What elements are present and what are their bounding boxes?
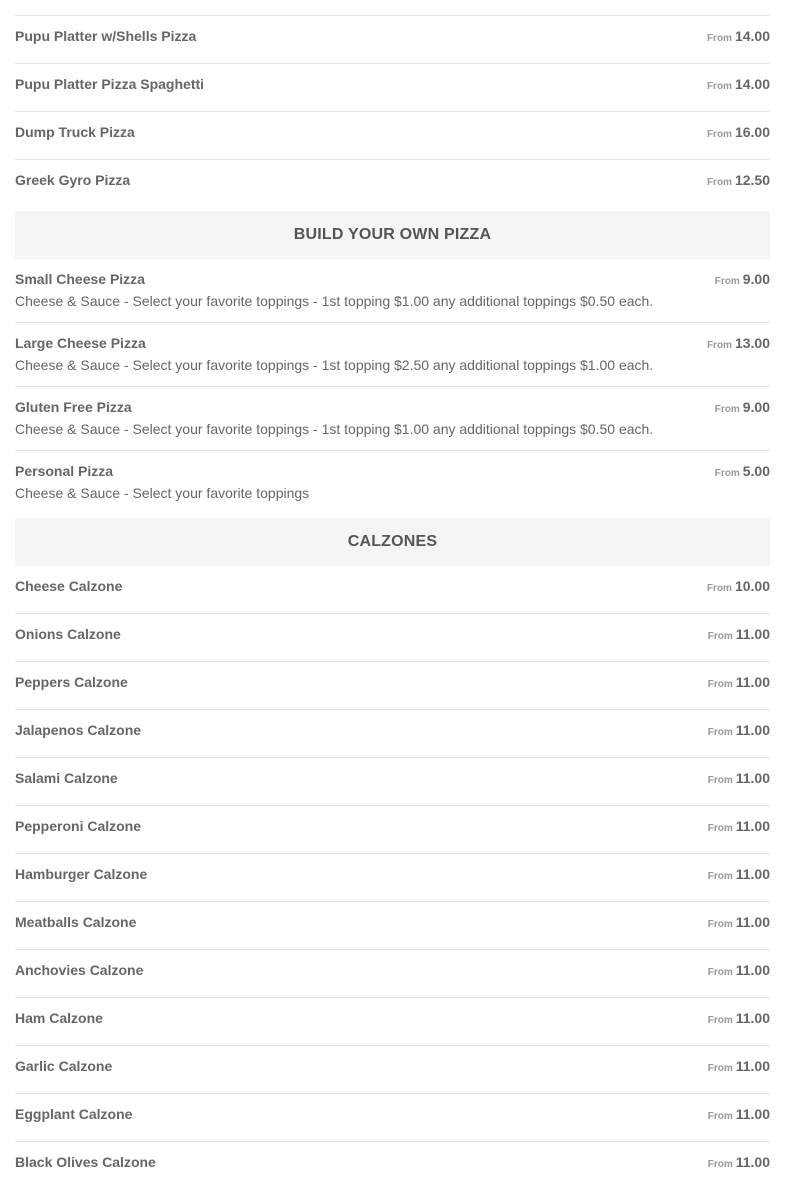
price-amount: 9.00 — [742, 399, 770, 415]
menu-item-pupu-platter-pizza-spaghetti[interactable] — [15, 64, 770, 112]
price-from-label: From — [707, 919, 733, 930]
price-amount: 11.00 — [735, 1010, 770, 1026]
menu-item-garlic-calzone[interactable] — [15, 1046, 770, 1094]
price-amount: 16.00 — [734, 124, 770, 140]
menu-item-name: Meatballs Calzone — [15, 914, 137, 930]
price-amount: 14.00 — [734, 28, 770, 44]
price-from-label: From — [707, 823, 733, 834]
price-from-label: From — [707, 727, 733, 738]
price-from-label: From — [707, 871, 733, 882]
menu-item-price — [708, 626, 770, 644]
menu-item-small-cheese-pizza[interactable] — [15, 259, 770, 323]
price-amount: 9.00 — [742, 271, 770, 287]
menu-item-name: Hamburger Calzone — [15, 866, 148, 882]
section-header-build-your-own-pizza: BUILD YOUR OWN PIZZA — [15, 211, 770, 259]
menu-item-hamburger-calzone[interactable] — [15, 854, 770, 902]
price-amount: 12.50 — [734, 172, 770, 188]
price-amount: 11.00 — [735, 866, 770, 882]
menu-item-name: Gluten Free Pizza — [15, 399, 132, 415]
menu-item-price — [707, 172, 770, 190]
price-from-label: From — [707, 1159, 733, 1170]
menu-item-name: Eggplant Calzone — [15, 1106, 133, 1122]
menu-item-price — [708, 962, 770, 980]
menu-item-anchovies-calzone[interactable] — [15, 950, 770, 998]
menu-item-description: Cheese & Sauce - Select your favorite toppings - 1st topping $2.50 any additional toppings $1.00 each. — [15, 357, 654, 373]
menu-item-large-cheese-pizza[interactable] — [15, 323, 770, 387]
price-amount: 11.00 — [735, 770, 770, 786]
price-amount: 11.00 — [735, 1106, 770, 1122]
menu-item-name: Peppers Calzone — [15, 674, 128, 690]
menu-item-price — [707, 28, 770, 46]
price-from-label: From — [706, 177, 732, 188]
menu-item-black-olives-calzone[interactable] — [15, 1142, 770, 1186]
menu-item-name: Dump Truck Pizza — [15, 124, 135, 140]
menu-item-name: Salami Calzone — [15, 770, 118, 786]
menu-item-personal-pizza[interactable] — [15, 451, 770, 515]
menu-item-name: Cheese Calzone — [15, 578, 123, 594]
price-amount: 13.00 — [734, 335, 770, 351]
menu-item-price — [708, 1010, 770, 1028]
price-from-label: From — [707, 775, 733, 786]
menu-item-price — [708, 914, 770, 932]
menu-item-price — [708, 1106, 770, 1124]
price-from-label: From — [706, 583, 732, 594]
price-from-label: From — [707, 1015, 733, 1026]
price-amount: 14.00 — [734, 76, 770, 92]
menu-item-price — [708, 770, 770, 788]
menu-item-name: Anchovies Calzone — [15, 962, 144, 978]
menu-item-price — [708, 722, 770, 740]
price-from-label: From — [707, 631, 733, 642]
price-from-label: From — [714, 404, 740, 415]
menu-item-ham-calzone[interactable] — [15, 998, 770, 1046]
price-amount: 10.00 — [734, 578, 770, 594]
menu-item-name: Greek Gyro Pizza — [15, 172, 131, 188]
menu-item-name: Pupu Platter Pizza Spaghetti — [15, 76, 205, 92]
menu-item-price — [715, 399, 770, 417]
menu-item-price — [708, 866, 770, 884]
menu-item-name: Jalapenos Calzone — [15, 722, 142, 738]
menu-item-description: Cheese & Sauce - Select your favorite toppings - 1st topping $1.00 any additional toppings $0.50 each. — [15, 293, 654, 309]
price-from-label: From — [707, 1063, 733, 1074]
menu-item-price — [707, 124, 770, 142]
price-amount: 5.00 — [742, 463, 770, 479]
menu-item-name: Black Olives Calzone — [15, 1154, 156, 1170]
menu-item-name: Onions Calzone — [15, 626, 121, 642]
menu-item-price — [708, 818, 770, 836]
menu-item-price — [707, 335, 770, 353]
menu-item-name: Pepperoni Calzone — [15, 818, 142, 834]
menu-item-salami-calzone[interactable] — [15, 758, 770, 806]
menu-item-meatballs-calzone[interactable] — [15, 902, 770, 950]
price-from-label: From — [714, 468, 740, 479]
menu-item-cheese-calzone[interactable] — [15, 566, 770, 614]
menu-item-gluten-free-pizza[interactable] — [15, 387, 770, 451]
price-from-label: From — [706, 340, 732, 351]
menu-item-greek-gyro-pizza[interactable] — [15, 160, 770, 208]
menu-item-price — [708, 1154, 770, 1172]
menu-item-price — [707, 578, 770, 596]
menu-item-price — [708, 1058, 770, 1076]
price-amount: 11.00 — [735, 818, 770, 834]
menu-item-name: Pupu Platter w/Shells Pizza — [15, 28, 197, 44]
menu-item-onions-calzone[interactable] — [15, 614, 770, 662]
menu-list — [15, 16, 770, 1186]
menu-item-name: Garlic Calzone — [15, 1058, 113, 1074]
price-amount: 11.00 — [735, 722, 770, 738]
price-amount: 11.00 — [735, 626, 770, 642]
price-amount: 11.00 — [735, 674, 770, 690]
price-from-label: From — [706, 81, 732, 92]
price-from-label: From — [707, 967, 733, 978]
menu-item-price — [708, 674, 770, 692]
menu-item-pupu-platter-shells-pizza[interactable] — [15, 16, 770, 64]
price-from-label: From — [706, 33, 732, 44]
menu-item-name: Ham Calzone — [15, 1010, 103, 1026]
price-from-label: From — [707, 679, 733, 690]
menu-item-pepperoni-calzone[interactable] — [15, 806, 770, 854]
price-amount: 11.00 — [735, 914, 770, 930]
price-from-label: From — [714, 276, 740, 287]
menu-item-eggplant-calzone[interactable] — [15, 1094, 770, 1142]
price-amount: 11.00 — [735, 1154, 770, 1170]
section-header-calzones: CALZONES — [15, 518, 770, 566]
menu-item-price — [715, 271, 770, 289]
menu-item-name: Personal Pizza — [15, 463, 114, 479]
menu-item-name: Small Cheese Pizza — [15, 271, 145, 287]
menu-item-dump-truck-pizza[interactable] — [15, 112, 770, 160]
menu-item-name: Large Cheese Pizza — [15, 335, 146, 351]
menu-item-peppers-calzone[interactable] — [15, 662, 770, 710]
price-amount: 11.00 — [735, 962, 770, 978]
price-amount: 11.00 — [735, 1058, 770, 1074]
menu-item-description: Cheese & Sauce - Select your favorite toppings — [15, 485, 310, 501]
menu-item-description: Cheese & Sauce - Select your favorite toppings - 1st topping $1.00 any additional toppings $0.50 each. — [15, 421, 654, 437]
menu-item-price — [715, 463, 770, 481]
menu-item-price — [707, 76, 770, 94]
price-from-label: From — [706, 129, 732, 140]
menu-item-jalapenos-calzone[interactable] — [15, 710, 770, 758]
price-from-label: From — [707, 1111, 733, 1122]
